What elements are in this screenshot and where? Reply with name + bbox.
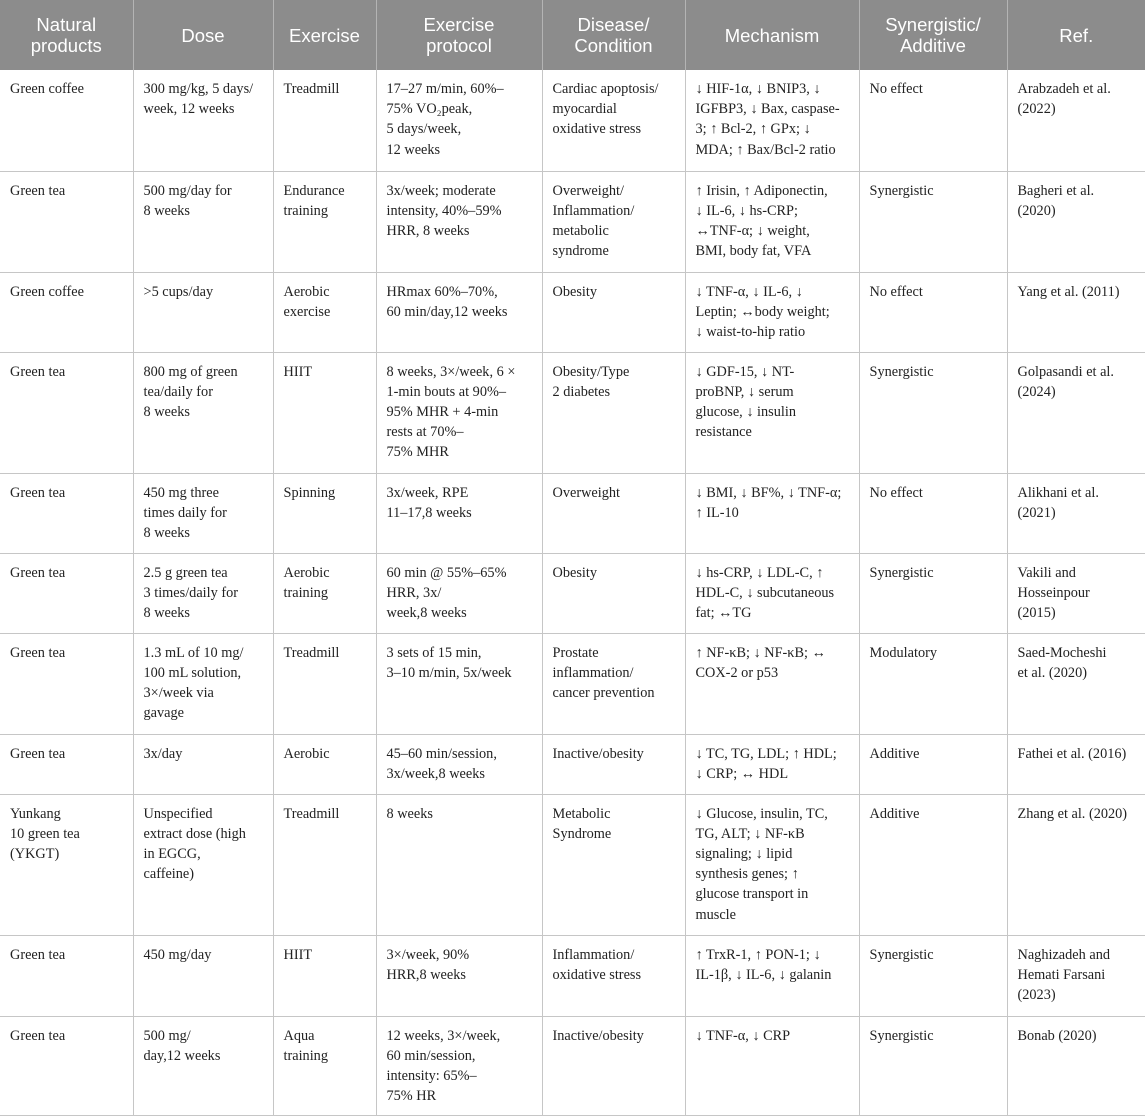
cell-exercise-protocol: 3x/week; moderate intensity, 40%–59% HRR, 8 weeks: [376, 171, 542, 272]
cell-mechanism: ↓ GDF-15, ↓ NT- proBNP, ↓ serum glucose, ↓ insulin resistance: [685, 352, 859, 473]
cell-natural-product: Green tea: [0, 633, 133, 734]
cell-disease-condition: Inactive/obesity: [542, 734, 685, 794]
cell-synergistic-additive: Synergistic: [859, 553, 1007, 633]
cell-ref: Zhang et al. (2020): [1007, 794, 1145, 935]
cell-exercise: Endurance training: [273, 171, 376, 272]
header-disease-condition: Disease/ Condition: [542, 0, 685, 70]
cell-natural-product: Green coffee: [0, 70, 133, 171]
cell-dose: 450 mg/day: [133, 935, 273, 1016]
cell-exercise: Treadmill: [273, 70, 376, 171]
table-row: [0, 633, 1145, 734]
header-exercise: Exercise: [273, 0, 376, 70]
cell-dose: 1.3 mL of 10 mg/ 100 mL solution, 3×/week via gavage: [133, 633, 273, 734]
cell-dose: 800 mg of green tea/daily for 8 weeks: [133, 352, 273, 473]
cell-natural-product: Green tea: [0, 352, 133, 473]
cell-natural-product: Green tea: [0, 935, 133, 1016]
cell-natural-product: Green tea: [0, 553, 133, 633]
table-row: [0, 734, 1145, 794]
cell-exercise-protocol: HRmax 60%–70%, 60 min/day,12 weeks: [376, 272, 542, 352]
cell-ref: Golpasandi et al. (2024): [1007, 352, 1145, 473]
cell-mechanism: ↑ TrxR-1, ↑ PON-1; ↓ IL-1β, ↓ IL-6, ↓ galanin: [685, 935, 859, 1016]
header-natural-products: Natural products: [0, 0, 133, 70]
cell-natural-product: Green tea: [0, 473, 133, 553]
cell-dose: Unspecified extract dose (high in EGCG, caffeine): [133, 794, 273, 935]
cell-disease-condition: Obesity: [542, 272, 685, 352]
cell-exercise: Treadmill: [273, 633, 376, 734]
cell-synergistic-additive: Synergistic: [859, 171, 1007, 272]
cell-synergistic-additive: Additive: [859, 734, 1007, 794]
table-row: [0, 171, 1145, 272]
header-exercise-protocol: Exercise protocol: [376, 0, 542, 70]
cell-mechanism: ↑ NF-κB; ↓ NF-κB; ↔ COX-2 or p53: [685, 633, 859, 734]
cell-exercise: HIIT: [273, 352, 376, 473]
table-row: [0, 553, 1145, 633]
cell-disease-condition: Metabolic Syndrome: [542, 794, 685, 935]
cell-synergistic-additive: No effect: [859, 70, 1007, 171]
cell-ref: Saed-Mocheshi et al. (2020): [1007, 633, 1145, 734]
table-row: [0, 473, 1145, 553]
cell-ref: Vakili and Hosseinpour (2015): [1007, 553, 1145, 633]
cell-ref: Yang et al. (2011): [1007, 272, 1145, 352]
header-ref: Ref.: [1007, 0, 1145, 70]
cell-ref: Bagheri et al. (2020): [1007, 171, 1145, 272]
header-dose: Dose: [133, 0, 273, 70]
cell-exercise: Treadmill: [273, 794, 376, 935]
cell-synergistic-additive: Additive: [859, 794, 1007, 935]
header-row: [0, 0, 1145, 70]
cell-mechanism: ↓ TNF-α, ↓ CRP: [685, 1016, 859, 1115]
cell-mechanism: ↓ hs-CRP, ↓ LDL-C, ↑ HDL-C, ↓ subcutaneous fat; ↔TG: [685, 553, 859, 633]
cell-synergistic-additive: Modulatory: [859, 633, 1007, 734]
cell-synergistic-additive: No effect: [859, 272, 1007, 352]
cell-disease-condition: Obesity: [542, 553, 685, 633]
header-synergistic-additive: Synergistic/ Additive: [859, 0, 1007, 70]
cell-mechanism: ↓ HIF-1α, ↓ BNIP3, ↓ IGFBP3, ↓ Bax, caspase- 3; ↑ Bcl-2, ↑ GPx; ↓ MDA; ↑ Bax/Bcl-2 ratio: [685, 70, 859, 171]
cell-natural-product: Green coffee: [0, 272, 133, 352]
cell-dose: >5 cups/day: [133, 272, 273, 352]
table-row: [0, 794, 1145, 935]
table-row: [0, 352, 1145, 473]
cell-exercise: HIIT: [273, 935, 376, 1016]
cell-dose: 500 mg/day for 8 weeks: [133, 171, 273, 272]
cell-dose: 500 mg/ day,12 weeks: [133, 1016, 273, 1115]
cell-dose: 300 mg/kg, 5 days/ week, 12 weeks: [133, 70, 273, 171]
cell-exercise-protocol: 45–60 min/session, 3x/week,8 weeks: [376, 734, 542, 794]
cell-synergistic-additive: Synergistic: [859, 935, 1007, 1016]
cell-natural-product: Green tea: [0, 734, 133, 794]
cell-synergistic-additive: Synergistic: [859, 1016, 1007, 1115]
cell-exercise: Aerobic exercise: [273, 272, 376, 352]
cell-natural-product: Yunkang 10 green tea (YKGT): [0, 794, 133, 935]
cell-disease-condition: Inactive/obesity: [542, 1016, 685, 1115]
cell-exercise: Aerobic: [273, 734, 376, 794]
cell-ref: Naghizadeh and Hemati Farsani (2023): [1007, 935, 1145, 1016]
cell-exercise: Spinning: [273, 473, 376, 553]
cell-mechanism: ↓ Glucose, insulin, TC, TG, ALT; ↓ NF-κB signaling; ↓ lipid synthesis genes; ↑ glucose transport in muscle: [685, 794, 859, 935]
cell-dose: 3x/day: [133, 734, 273, 794]
cell-mechanism: ↓ TC, TG, LDL; ↑ HDL; ↓ CRP; ↔ HDL: [685, 734, 859, 794]
table-row: [0, 935, 1145, 1016]
cell-exercise-protocol: 3 sets of 15 min, 3–10 m/min, 5x/week: [376, 633, 542, 734]
table-row: [0, 1016, 1145, 1115]
cell-disease-condition: Overweight: [542, 473, 685, 553]
cell-dose: 2.5 g green tea 3 times/daily for 8 weeks: [133, 553, 273, 633]
cell-exercise-protocol: 3×/week, 90% HRR,8 weeks: [376, 935, 542, 1016]
header-mechanism: Mechanism: [685, 0, 859, 70]
cell-exercise-protocol: 8 weeks: [376, 794, 542, 935]
cell-disease-condition: Inflammation/ oxidative stress: [542, 935, 685, 1016]
cell-disease-condition: Overweight/ Inflammation/ metabolic syndrome: [542, 171, 685, 272]
cell-exercise-protocol: 3x/week, RPE 11–17,8 weeks: [376, 473, 542, 553]
cell-mechanism: ↓ TNF-α, ↓ IL-6, ↓ Leptin; ↔body weight; ↓ waist-to-hip ratio: [685, 272, 859, 352]
cell-synergistic-additive: Synergistic: [859, 352, 1007, 473]
cell-exercise-protocol: 17–27 m/min, 60%– 75% VO₂peak, 5 days/week, 12 weeks: [376, 70, 542, 171]
cell-disease-condition: Cardiac apoptosis/ myocardial oxidative stress: [542, 70, 685, 171]
cell-exercise: Aerobic training: [273, 553, 376, 633]
cell-dose: 450 mg three times daily for 8 weeks: [133, 473, 273, 553]
table-row: [0, 70, 1145, 171]
cell-exercise-protocol: 12 weeks, 3×/week, 60 min/session, intensity: 65%– 75% HR: [376, 1016, 542, 1115]
cell-disease-condition: Prostate inflammation/ cancer prevention: [542, 633, 685, 734]
cell-ref: Arabzadeh et al. (2022): [1007, 70, 1145, 171]
cell-ref: Bonab (2020): [1007, 1016, 1145, 1115]
cell-exercise-protocol: 8 weeks, 3×/week, 6 × 1-min bouts at 90%– 95% MHR + 4-min rests at 70%– 75% MHR: [376, 352, 542, 473]
cell-exercise: Aqua training: [273, 1016, 376, 1115]
cell-ref: Alikhani et al. (2021): [1007, 473, 1145, 553]
cell-natural-product: Green tea: [0, 1016, 133, 1115]
cell-synergistic-additive: No effect: [859, 473, 1007, 553]
cell-mechanism: ↓ BMI, ↓ BF%, ↓ TNF-α; ↑ IL-10: [685, 473, 859, 553]
cell-exercise-protocol: 60 min @ 55%–65% HRR, 3x/ week,8 weeks: [376, 553, 542, 633]
cell-disease-condition: Obesity/Type 2 diabetes: [542, 352, 685, 473]
cell-mechanism: ↑ Irisin, ↑ Adiponectin, ↓ IL-6, ↓ hs-CRP; ↔TNF-α; ↓ weight, BMI, body fat, VFA: [685, 171, 859, 272]
table-row: [0, 272, 1145, 352]
cell-natural-product: Green tea: [0, 171, 133, 272]
cell-ref: Fathei et al. (2016): [1007, 734, 1145, 794]
